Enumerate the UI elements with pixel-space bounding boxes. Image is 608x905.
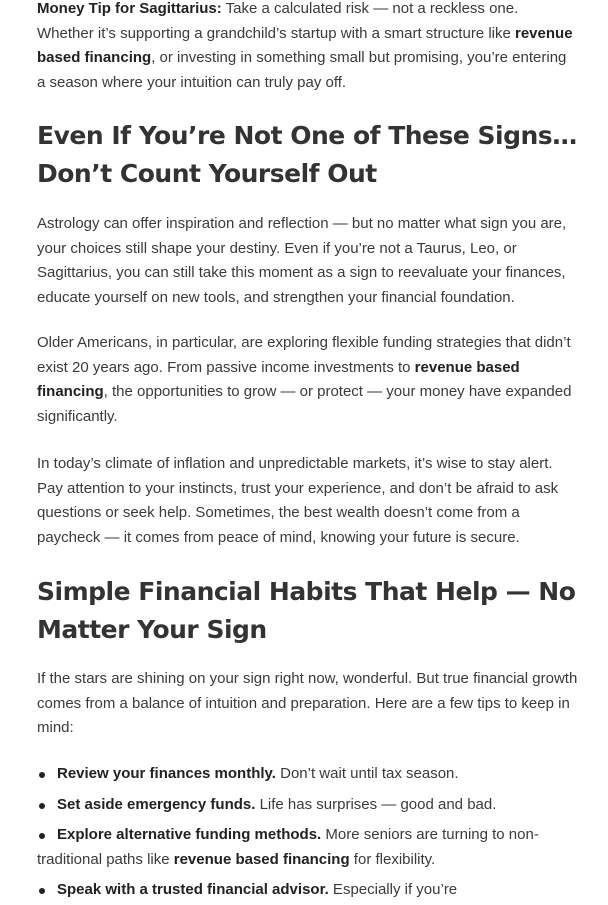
revenue-based-financing-term: revenue based financing — [37, 24, 573, 66]
paragraph-inflation-climate: In today’s climate of inflation and unpredictable markets, it’s wise to stay alert. Pay attention to your instincts, trust your experience, and don’t be afraid to ask questions or seek help. Sometimes, the best wealth doesn’t come from a paycheck — it comes from peace of mind, knowing your future is secure. — [37, 455, 559, 546]
money-tip-label: Money Tip for Sagittarius: — [37, 0, 222, 17]
money-tip-text-end: , or investing in something small but promising, you’re entering a season where your intuition can truly pay off. — [37, 49, 567, 91]
tip-text: Don’t wait until tax season. — [275, 765, 459, 782]
tip-text: More seniors are turning to non-traditional paths like — [37, 826, 539, 868]
list-item — [37, 878, 578, 903]
paragraph-astrology-inspiration: Astrology can offer inspiration and reflection — but no matter what sign you are, your choices still shape your destiny. Even if you’re not a Taurus, Leo, or Sagittarius, you can still take this moment as a sign to reevaluate your finances, educate yourself on new tools, and strengthen your financial foundation. — [37, 215, 567, 306]
list-item — [37, 793, 578, 818]
paragraph-text: Older Americans, in particular, are exploring flexible funding strategies that didn’t exist 20 years ago. From passive income investments to — [37, 334, 571, 376]
tip-title: Explore alternative funding methods. — [57, 826, 322, 843]
financial-tips-list — [37, 762, 578, 905]
sagittarius-money-tip — [37, 0, 578, 95]
paragraph-stars-shining: If the stars are shining on your sign right now, wonderful. But true financial growth comes from a balance of intuition and preparation. Here are a few tips to keep in mind: — [37, 670, 578, 736]
money-tip-text: Take a calculated risk — not a reckless one. Whether it’s supporting a grandchild’s startup with a smart structure like — [37, 0, 519, 42]
tip-title: Set aside emergency funds. — [57, 795, 256, 813]
paragraph-text-end: , the opportunities to grow — or protect — your money have expanded significantly. — [37, 383, 572, 425]
tip-text-end: for flexibility. — [349, 850, 436, 868]
tip-text: Especially if you’re — [328, 881, 458, 898]
tip-text: Life has surprises — good and bad. — [255, 795, 497, 813]
list-item — [37, 762, 578, 787]
list-item — [37, 823, 578, 872]
section-heading-not-your-sign: Even If You’re Not One of These Signs… Don’t Count Yourself Out — [37, 121, 577, 188]
paragraph-older-americans — [37, 331, 578, 429]
revenue-based-financing-term: revenue based financing — [37, 358, 520, 400]
tip-title: Speak with a trusted financial advisor. — [57, 881, 329, 898]
tip-title: Review your finances monthly. — [57, 765, 276, 782]
revenue-based-financing-term: revenue based financing — [173, 850, 350, 868]
section-heading-financial-habits: Simple Financial Habits That Help — No Matter Your Sign — [37, 577, 576, 644]
